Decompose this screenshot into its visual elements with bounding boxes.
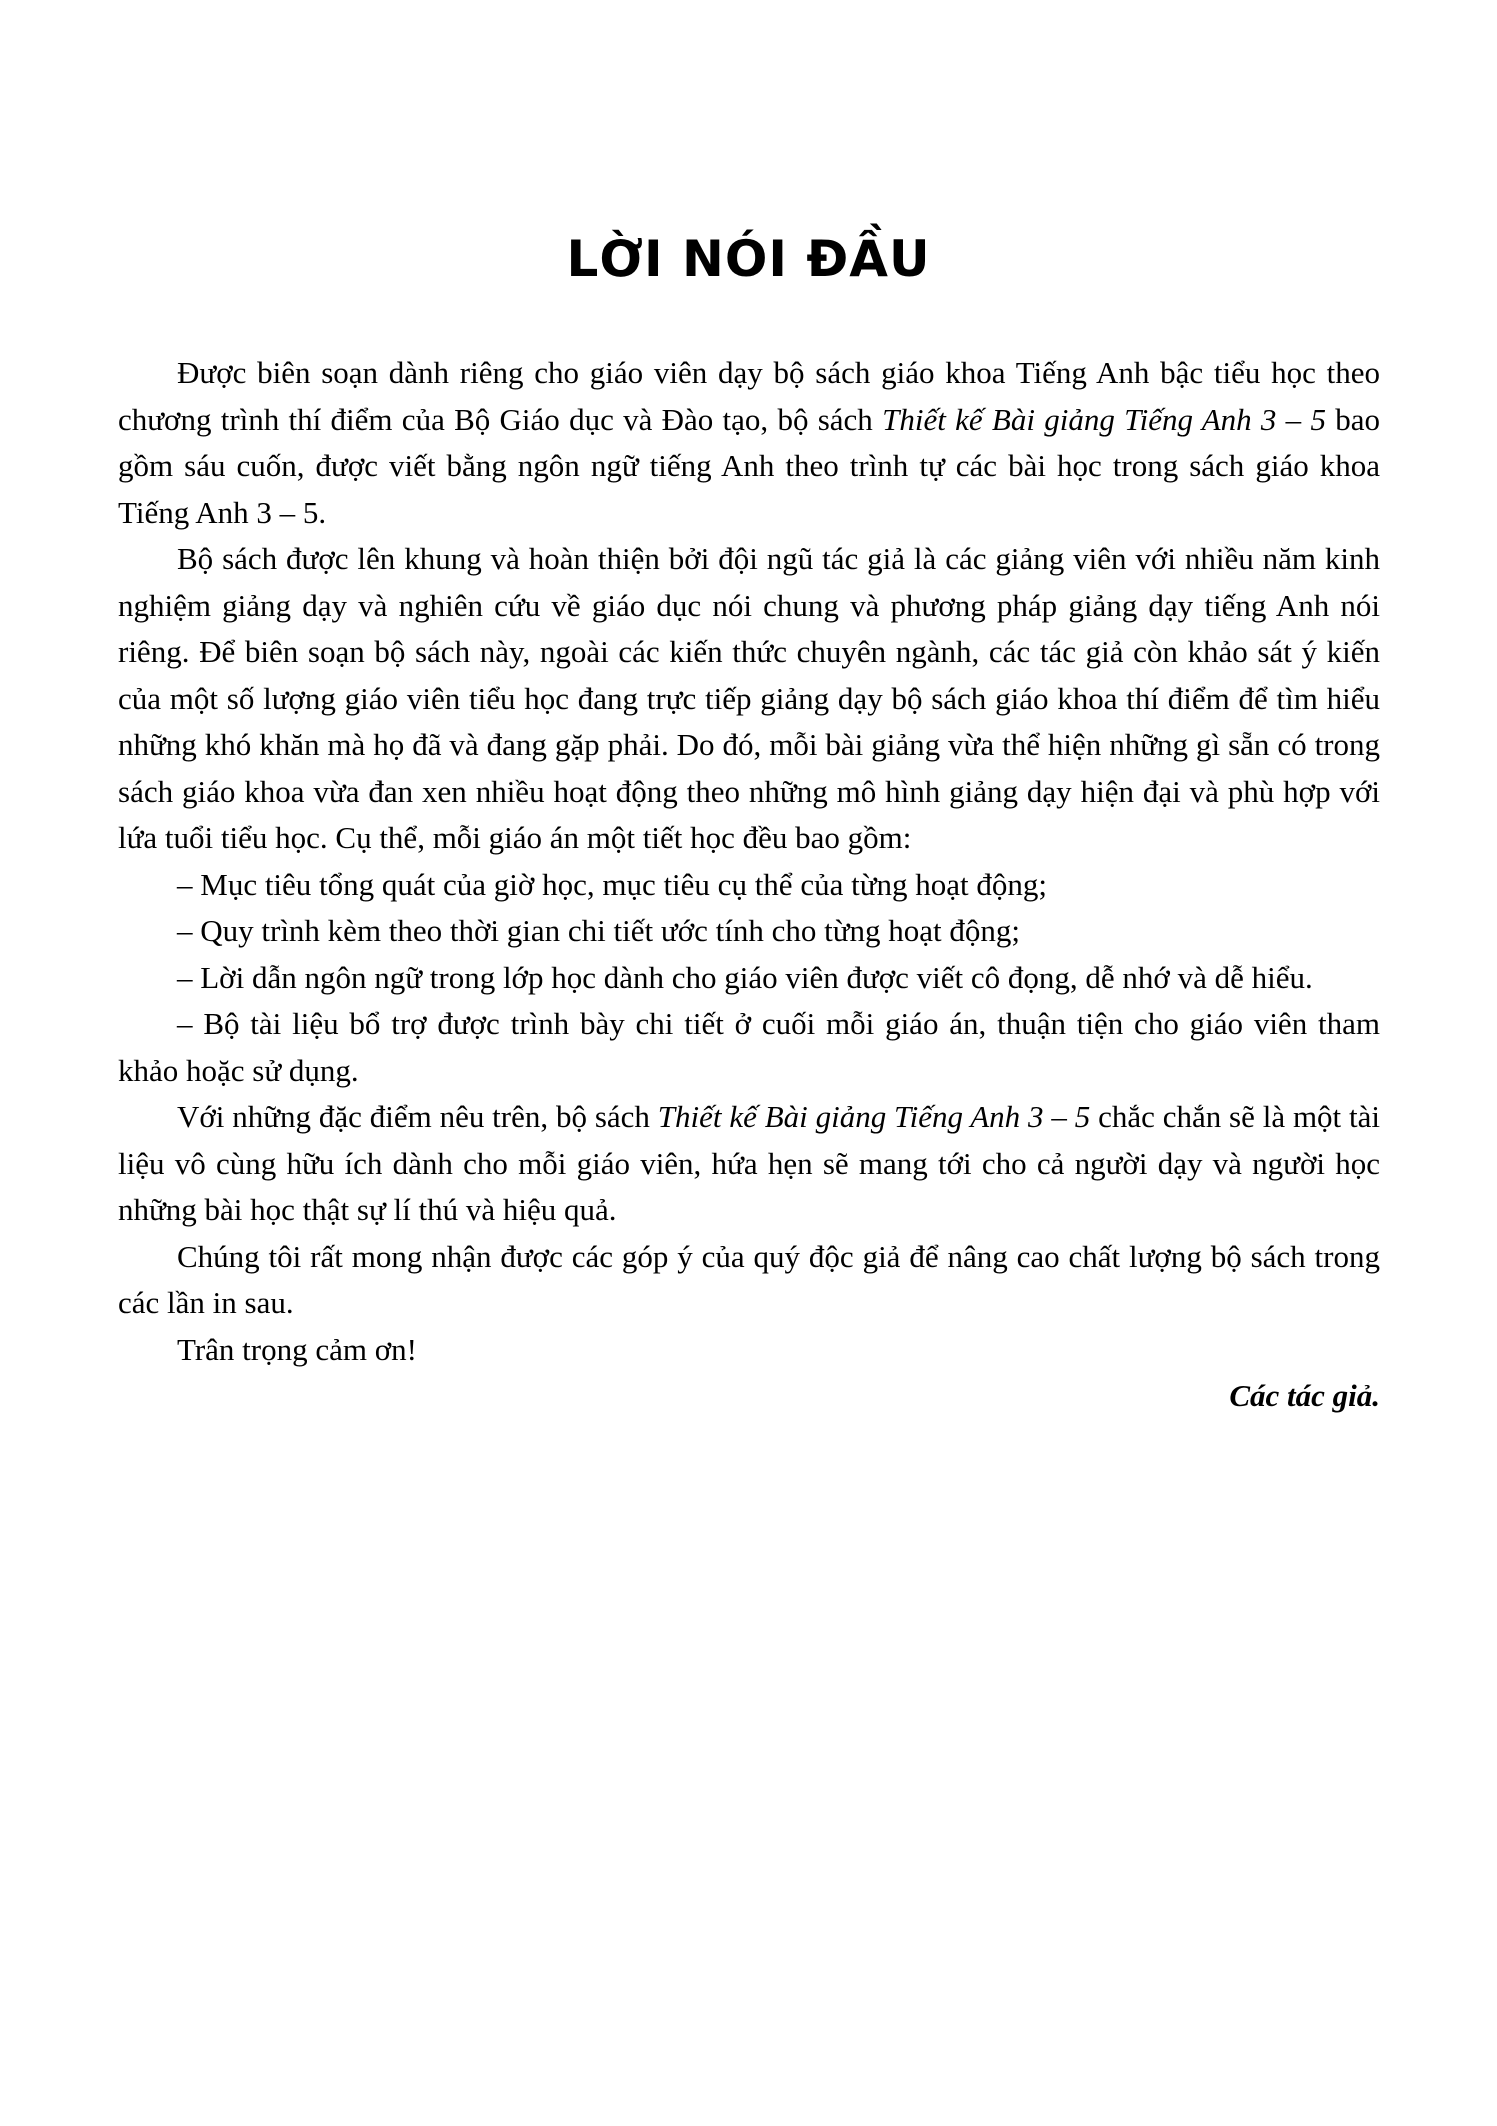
list-item: – Lời dẫn ngôn ngữ trong lớp học dành cho giáo viên được viết cô đọng, dễ nhớ và dễ hiểu. (177, 959, 1313, 995)
paragraph-feedback: Chúng tôi rất mong nhận được các góp ý của quý độc giả để nâng cao chất lượng bộ sách trong các lần in sau. (118, 1238, 1380, 1320)
paragraph-intro-text-before: Được biên soạn dành riêng cho giáo viên dạy bộ sách giáo khoa Tiếng Anh bậc tiểu học theo chương trình thí điểm của Bộ Giáo dục và Đào tạo, bộ sách (118, 355, 1380, 437)
paragraph-features-text-after: chắc chắn sẽ là một tài liệu vô cùng hữu ích dành cho mỗi giáo viên, hứa hẹn sẽ mang tới cho cả người dạy và người học những bài học thật sự lí thú và hiệu quả. (118, 1099, 1380, 1227)
document-body (118, 350, 1380, 1420)
paragraph-authors: Bộ sách được lên khung và hoàn thiện bởi đội ngũ tác giả là các giảng viên với nhiều năm kinh nghiệm giảng dạy và nghiên cứu về giáo dục nói chung và phương pháp giảng dạy tiếng Anh nói riêng. Để biên soạn bộ sách này, ngoài các kiến thức chuyên ngành, các tác giả còn khảo sát ý kiến của một số lượng giáo viên tiểu học đang trực tiếp giảng dạy bộ sách giáo khoa thí điểm để tìm hiểu những khó khăn mà họ đã và đang gặp phải. Do đó, mỗi bài giảng vừa thể hiện những gì sẵn có trong sách giáo khoa vừa đan xen nhiều hoạt động theo những mô hình giảng dạy hiện đại và phù hợp với lứa tuổi tiểu học. Cụ thể, mỗi giáo án một tiết học đều bao gồm: (118, 541, 1380, 855)
signature: Các tác giả. (1229, 1378, 1380, 1413)
list-item: – Quy trình kèm theo thời gian chi tiết ước tính cho từng hoạt động; (177, 913, 1020, 948)
page-title: LỜI NÓI ĐẦU (566, 230, 931, 288)
list-item: – Mục tiêu tổng quát của giờ học, mục tiêu cụ thể của từng hoạt động; (177, 866, 1047, 902)
paragraph-features (118, 1094, 1380, 1234)
paragraph-features-text-before: Với những đặc điểm nêu trên, bộ sách (177, 1099, 658, 1134)
paragraph-intro (118, 350, 1380, 536)
book-title-italic: Thiết kế Bài giảng Tiếng Anh 3 – 5 (657, 1099, 1091, 1134)
paragraph-intro-text-after: bao gồm sáu cuốn, được viết bằng ngôn ngữ tiếng Anh theo trình tự các bài học trong sách giáo khoa Tiếng Anh 3 – 5. (118, 401, 1381, 530)
book-title-italic: Thiết kế Bài giảng Tiếng Anh 3 – 5 (882, 401, 1326, 437)
paragraph-thanks: Trân trọng cảm ơn! (177, 1331, 417, 1367)
list-item: – Bộ tài liệu bổ trợ được trình bày chi tiết ở cuối mỗi giáo án, thuận tiện cho giáo viên tham khảo hoặc sử dụng. (118, 1006, 1380, 1088)
